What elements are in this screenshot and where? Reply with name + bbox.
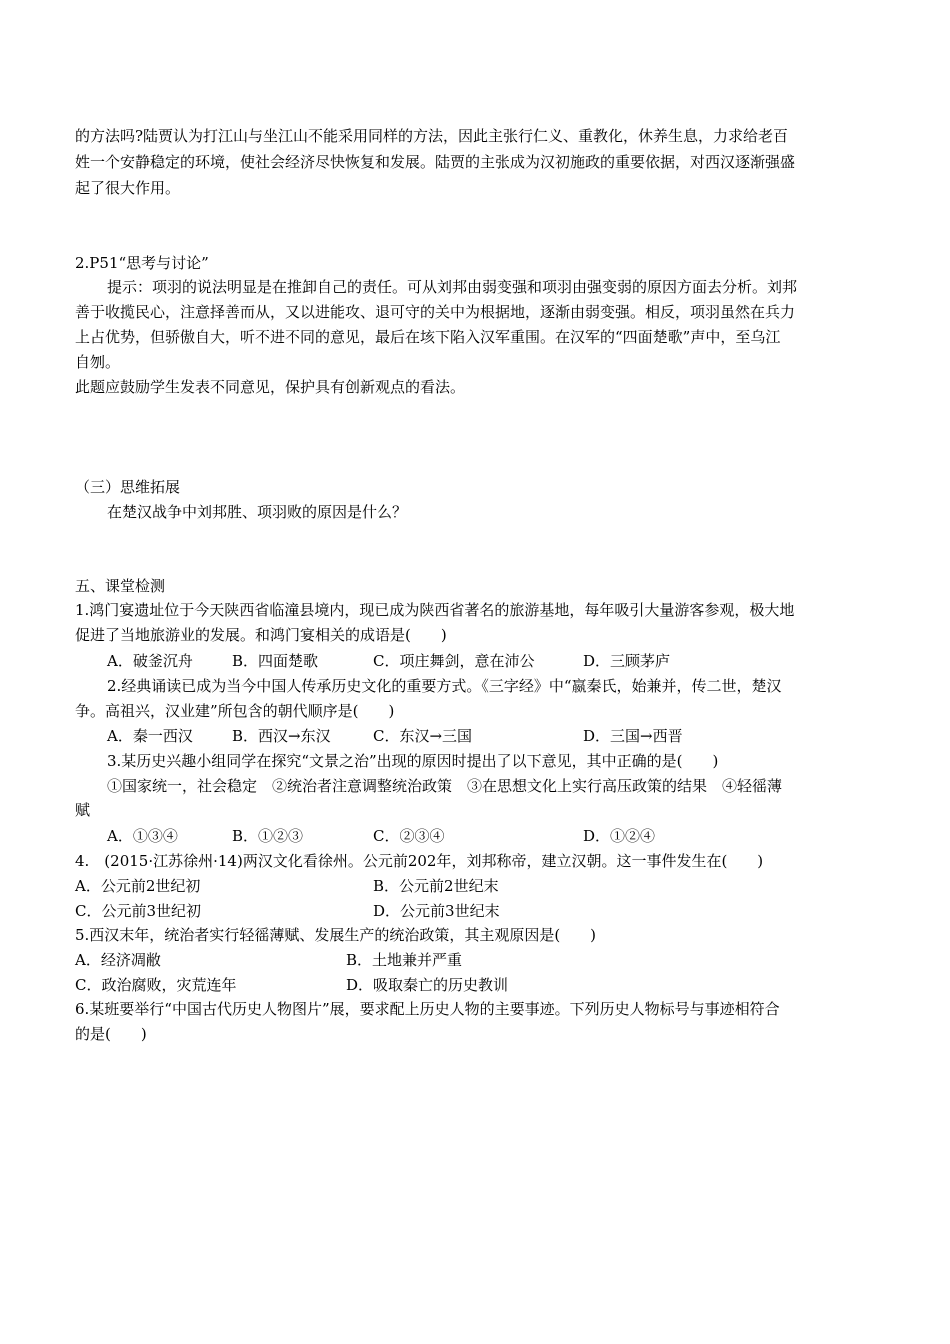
- q5-option-d: D．吸取秦亡的历史教训: [346, 976, 509, 994]
- extension-heading: （三）思维拓展: [75, 478, 181, 496]
- discussion-line-5: 此题应鼓励学生发表不同意见，保护具有创新观点的看法。: [75, 378, 466, 396]
- intro-line-2: 姓一个安静稳定的环境，使社会经济尽快恢复和发展。陆贾的主张成为汉初施政的重要依据，对西汉逐渐强盛: [75, 153, 796, 171]
- discussion-line-1: 提示：项羽的说法明显是在推卸自己的责任。可从刘邦由弱变强和项羽由强变弱的原因方面去分析。刘邦: [107, 278, 798, 296]
- q2-option-d: D．三国→西晋: [583, 727, 683, 745]
- q5-option-c: C．政治腐败，灾荒连年: [75, 976, 237, 994]
- q3-option-d: D．①②④: [583, 827, 656, 845]
- q5-option-a: A．经济凋敝: [75, 951, 161, 969]
- intro-line-1: 的方法吗?陆贾认为打江山与坐江山不能采用同样的方法，因此主张行仁义、重教化，休养生息，力求给老百: [75, 127, 789, 145]
- q1-option-d: D．三顾茅庐: [583, 652, 671, 670]
- q2-line-2: 争。高祖兴，汉业建”所包含的朝代顺序是( ): [75, 702, 395, 720]
- discussion-line-2: 善于收揽民心，注意择善而从，又以进能攻、退可守的关中为根据地，逐渐由弱变强。相反，项羽虽然在兵力: [75, 303, 796, 321]
- q5-option-b: B．土地兼并严重: [346, 951, 463, 969]
- q1-option-a: A．破釜沉舟: [107, 652, 193, 670]
- q3-line-3: 赋: [75, 801, 91, 819]
- q5-line-1: 5.西汉末年，统治者实行轻徭薄赋、发展生产的统治政策，其主观原因是( ): [75, 926, 597, 944]
- q6-line-1: 6.某班要举行“中国古代历史人物图片”展，要求配上历史人物的主要事迹。下列历史人物标号与事迹相符合: [75, 1000, 780, 1018]
- q3-line-2: ①国家统一，社会稳定 ②统治者注意调整统治政策 ③在思想文化上实行高压政策的结果 ④轻徭薄: [107, 777, 783, 795]
- check-heading: 五、课堂检测: [75, 577, 166, 595]
- q1-line-2: 促进了当地旅游业的发展。和鸿门宴相关的成语是( ): [75, 626, 447, 644]
- q1-option-c: C．项庄舞剑，意在沛公: [373, 652, 535, 670]
- q2-option-a: A．秦一西汉: [107, 727, 193, 745]
- q4-option-b: B．公元前2世纪末: [373, 877, 499, 895]
- q2-option-b: B．西汉→东汉: [232, 727, 331, 745]
- q3-option-b: B．①②③: [232, 827, 304, 845]
- q4-line-1: 4. (2015·江苏徐州·14)两汉文化看徐州。公元前202年，刘邦称帝，建立汉朝。这一事件发生在( ): [75, 852, 764, 870]
- q2-option-c: C．东汉→三国: [373, 727, 473, 745]
- discussion-line-3: 上占优势，但骄傲自大，听不进不同的意见，最后在垓下陷入汉军重围。在汉军的“四面楚歌”声中，至乌江: [75, 328, 781, 346]
- q2-line-1: 2.经典诵读已成为当今中国人传承历史文化的重要方式。《三字经》中“嬴秦氏，始兼并，传二世，楚汉: [107, 677, 782, 695]
- q3-option-a: A．①③④: [107, 827, 178, 845]
- q4-option-d: D．公元前3世纪末: [373, 902, 500, 920]
- q3-option-c: C．②③④: [373, 827, 445, 845]
- q4-option-a: A．公元前2世纪初: [75, 877, 201, 895]
- q1-line-1: 1.鸿门宴遗址位于今天陕西省临潼县境内，现已成为陕西省著名的旅游基地，每年吸引大量游客参观，极大地: [75, 601, 795, 619]
- intro-line-3: 起了很大作用。: [75, 179, 181, 197]
- extension-question: 在楚汉战争中刘邦胜、项羽败的原因是什么？: [107, 503, 408, 521]
- q3-line-1: 3.某历史兴趣小组同学在探究“文景之治”出现的原因时提出了以下意见，其中正确的是( ): [107, 752, 719, 770]
- q6-line-2: 的是( ): [75, 1025, 147, 1043]
- q4-option-c: C．公元前3世纪初: [75, 902, 202, 920]
- discussion-line-4: 自刎。: [75, 353, 121, 371]
- q1-option-b: B．四面楚歌: [232, 652, 319, 670]
- discussion-heading: 2.P51“思考与讨论”: [75, 254, 209, 272]
